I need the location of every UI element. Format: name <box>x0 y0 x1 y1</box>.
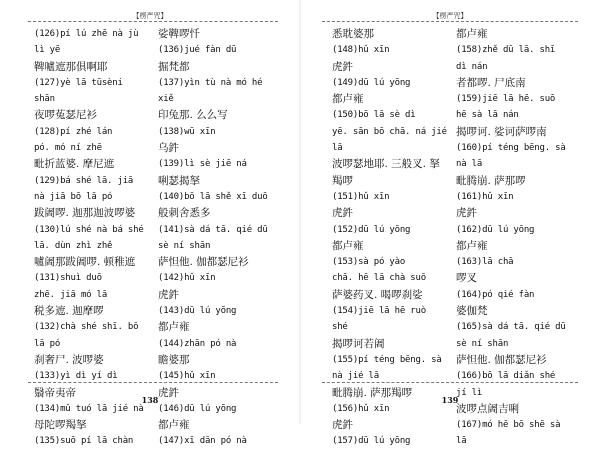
chinese-line: 悉耽婆那 <box>332 28 374 40</box>
pinyin-line: (156)hǔ xīn <box>332 403 390 414</box>
pinyin-line: (147)xī dān pó nà <box>158 436 247 447</box>
pinyin-line: (138)wū xīn <box>158 126 216 137</box>
pinyin-line: chā. hē lā chà suō <box>332 273 426 284</box>
chinese-line: 乌鈝 <box>158 142 179 155</box>
chinese-line: 娑鞞啰忏 <box>158 28 200 40</box>
chinese-line: 虎鈝 <box>332 419 353 432</box>
pinyin-line: (130)lú shé nà bá shé <box>34 224 144 235</box>
pinyin-line: (164)pó qié fàn <box>456 289 535 300</box>
pinyin-line: nà jié lā <box>332 371 379 382</box>
chinese-line: 都卢雍 <box>456 239 488 252</box>
chinese-line: 般刺舍悉多 <box>158 207 211 220</box>
pinyin-line: (155)pí téng bēng. sà <box>332 354 442 365</box>
chinese-line: 波啰瑟地耶. 三般叉. 拏 <box>332 158 440 171</box>
page-number: 138 <box>141 395 159 405</box>
chinese-line: 掘梵都 <box>158 60 190 73</box>
pinyin-line: (137)yìn tù nà mó hé <box>158 77 263 88</box>
pinyin-line: (128)pí zhé lán <box>34 126 113 137</box>
pinyin-line: lì yē <box>34 45 61 56</box>
chinese-line: 都卢雍 <box>332 93 364 106</box>
pinyin-line: lā. dùn zhì zhě <box>34 240 113 251</box>
chinese-line: 都卢雍 <box>158 321 190 334</box>
pinyin-line: pó. mó ní zhē <box>34 143 102 154</box>
chinese-line: 萨怛他. 伽都瑟尼衫 <box>158 256 249 269</box>
chinese-line: 翳帝夷帝 <box>34 386 76 399</box>
pinyin-line: (134)mǔ tuó lā jié nà <box>34 403 144 414</box>
pinyin-line: (163)lā chā <box>456 257 514 268</box>
pinyin-line: (133)yì dì yí dì <box>34 371 118 382</box>
pinyin-line: (127)yè lā tūsèni <box>34 77 123 88</box>
pinyin-line: (132)chà shé shī. bō <box>34 322 139 333</box>
pinyin-line: (151)hǔ xīn <box>332 191 390 202</box>
pinyin-line: (160)pí téng bēng. sà <box>456 143 566 154</box>
pinyin-line: (135)suō pí lā chàn <box>34 436 134 447</box>
chinese-line: 都卢雍 <box>332 239 364 252</box>
chinese-line: 鞞嚧遮那俱啊耶 <box>34 60 108 73</box>
chinese-line: 印兔那. 么么写 <box>158 109 228 122</box>
left-page <box>0 0 300 447</box>
pinyin-line: (165)sà dá tā. qié dū <box>456 322 566 333</box>
pinyin-line: lā <box>332 143 343 154</box>
chinese-line: 虎鈝 <box>332 60 353 73</box>
pinyin-line: jí lì <box>456 387 483 398</box>
pinyin-line: sè ní shān <box>456 338 509 349</box>
chinese-line: 都卢雍 <box>456 28 488 40</box>
pinyin-line: (150)bō lā sè dì <box>332 110 416 121</box>
pinyin-line: nà lā <box>456 159 483 170</box>
chinese-line: 萨婆药叉. 喝啰刹娑 <box>332 288 423 301</box>
pinyin-line: dì nán <box>456 61 488 72</box>
chinese-line: 波啰点阇吉唎 <box>456 402 519 415</box>
chinese-line: 税多遮. 迦摩啰 <box>34 305 104 318</box>
pinyin-line: (149)dū lú yōng <box>332 77 411 88</box>
page-number: 139 <box>441 395 459 405</box>
right-column-2 <box>456 26 574 450</box>
footer-rule <box>322 382 578 383</box>
pinyin-line: (146)dū lú yōng <box>158 403 237 414</box>
pinyin-line: (139)lì sè jiē ná <box>158 159 247 170</box>
pinyin-line: sè ní shān <box>158 240 211 251</box>
chinese-line: 毗折蓝婆. 摩尼遮 <box>34 158 115 171</box>
pinyin-line: (126)pí lú zhē nà jù <box>34 29 139 39</box>
pinyin-line: (158)zhě dū lā. shī <box>456 45 556 56</box>
pinyin-line: (142)hǔ xīn <box>158 273 216 284</box>
chinese-line: 毗腾崩. 萨那羯啰 <box>332 386 413 399</box>
chinese-line: 毗腾崩. 萨那啰 <box>456 174 526 187</box>
chinese-line: 虎鈝 <box>456 207 477 220</box>
chinese-line: 唎瑟揭拏 <box>158 174 200 187</box>
pinyin-line: (159)jiē lā hē. suō <box>456 94 556 105</box>
chinese-line: 揭啰诃. 娑诃萨啰南 <box>456 125 547 138</box>
pinyin-line: lā <box>456 436 467 447</box>
pinyin-line: shé <box>332 322 348 333</box>
pinyin-line: (153)sà pó yào <box>332 257 406 268</box>
pinyin-line: xiě <box>158 94 174 105</box>
pinyin-line: (145)hǔ xīn <box>158 371 216 382</box>
pinyin-line: (157)dū lú yōng <box>332 436 411 447</box>
left-column-1 <box>34 26 152 450</box>
pinyin-line: (154)jiē lā hē ruò <box>332 306 426 317</box>
pinyin-line: nà jiā bō lā pó <box>34 191 113 202</box>
pinyin-line: (143)dū lú yōng <box>158 306 237 317</box>
chinese-line: 跋阇啰. 迦那迦波啰婆 <box>34 207 136 220</box>
chinese-line: 婆伽梵 <box>456 305 488 318</box>
right-page <box>300 0 600 447</box>
pinyin-line: (136)jué fàn dū <box>158 45 237 56</box>
right-column-1 <box>332 26 450 450</box>
chinese-line: 母陀啰羯拏 <box>34 419 87 432</box>
page-header: 【楞严咒】 <box>132 12 168 20</box>
pinyin-line: (141)sà dá tā. qié dū <box>158 224 268 235</box>
pinyin-line: (140)bō lā shě xī duō <box>158 191 268 202</box>
chinese-line: 嚧阇那跋阇啰. 顿稚遮 <box>34 256 136 269</box>
header-rule <box>322 21 578 22</box>
pinyin-line: (152)dū lú yōng <box>332 224 411 235</box>
chinese-line: 虎鈝 <box>158 288 179 301</box>
pinyin-line: (167)mó hē bō shē sà <box>456 420 561 431</box>
chinese-line: 夜啰菟瑟尼衫 <box>34 109 97 122</box>
chinese-line: 虎鈝 <box>332 207 353 220</box>
pinyin-line: (144)zhān pó nà <box>158 338 237 349</box>
pinyin-line: shān <box>34 94 55 105</box>
page-header: 【楞严咒】 <box>432 12 468 20</box>
left-column-2 <box>158 26 276 450</box>
chinese-line: 萨怛他. 伽都瑟尼衫 <box>456 353 547 366</box>
footer-rule <box>28 382 278 383</box>
chinese-line: 都卢雍 <box>158 419 190 432</box>
pinyin-line: (166)bō lā diǎn shé <box>456 371 556 382</box>
chinese-line: 者都啰. 尸底南 <box>456 76 526 89</box>
pinyin-line: yē. sān bō chā. ná jié <box>332 126 447 137</box>
pinyin-line: lā pó <box>34 338 61 349</box>
pinyin-line: (129)bá shé lā. jiā <box>34 175 134 186</box>
chinese-line: 虎鈝 <box>158 386 179 399</box>
chinese-line: 刹奢尸. 波啰婆 <box>34 353 104 366</box>
chinese-line: 瞻婆那 <box>158 353 190 366</box>
pinyin-line: zhē. jiā mó lā <box>34 289 108 300</box>
pinyin-line: (161)hǔ xīn <box>456 191 514 202</box>
pinyin-line: (148)hǔ xīn <box>332 45 390 56</box>
chinese-line: 羯啰 <box>332 174 353 187</box>
chinese-line: 揭啰诃若阇 <box>332 337 385 350</box>
pinyin-line: hē sà lā nán <box>456 110 519 121</box>
header-rule <box>28 21 278 22</box>
chinese-line: 啰叉 <box>456 272 477 285</box>
pinyin-line: (162)dū lú yōng <box>456 224 535 235</box>
pinyin-line: (131)shuì duō <box>34 273 102 284</box>
